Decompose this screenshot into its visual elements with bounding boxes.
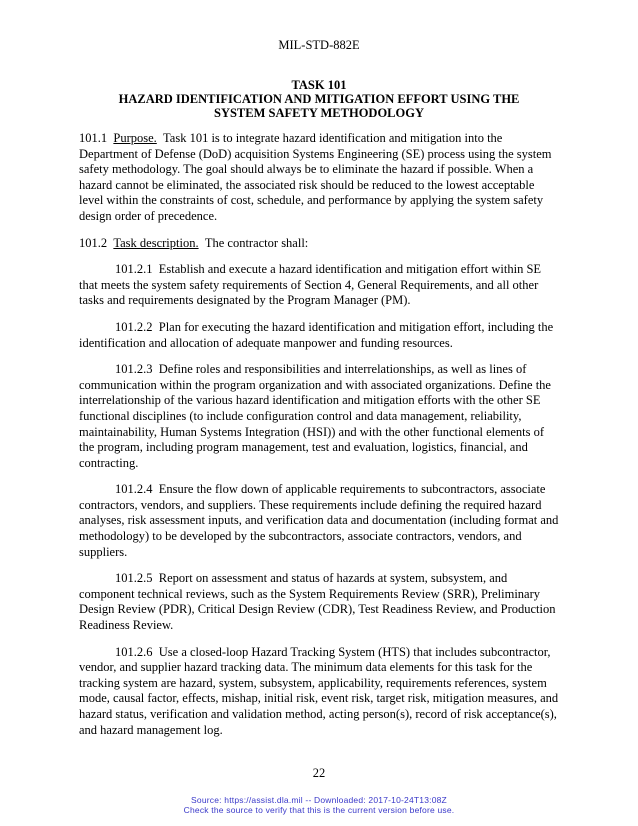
item-number: 101.2.6 <box>115 644 153 659</box>
item-101-2-1 <box>79 262 561 309</box>
item-text: Establish and execute a hazard identification and mitigation effort within SE that meets the system safety requirements of Section 4, General Requirements, and all other tasks and requirements designated by the Program Manager (PM). <box>79 262 542 308</box>
document-body <box>79 131 561 749</box>
item-101-2-3 <box>79 362 561 471</box>
item-text: Ensure the flow down of applicable requirements to subcontractors, associate contractors, vendors, and suppliers. These requirements include defining the required hazard analyses, risk assessment inputs, and verification data and documentation (including format and methodology) to be developed by the subcontractors, associate contractors, vendors, and suppliers. <box>79 482 559 559</box>
document-header: MIL-STD-882E <box>278 38 360 52</box>
item-101-2-4 <box>79 482 561 560</box>
section-heading: Task description. <box>113 235 199 250</box>
item-text: Use a closed-loop Hazard Tracking System (HTS) that includes subcontractor, vendor, and supplier hazard tracking data. The minimum data elements for this task for the tracking system are hazard, system, subsystem, applicability, requirements references, system mode, causal factor, effects, mishap, initial risk, event risk, target risk, mitigation measures, and hazard status, verification and validation method, acting person(s), record of risk acceptance(s), and hazard management log. <box>79 644 559 737</box>
section-101-1 <box>79 131 561 225</box>
item-text: Plan for executing the hazard identification and mitigation effort, including the identification and allocation of adequate manpower and funding resources. <box>79 319 554 350</box>
item-101-2-2 <box>79 320 561 351</box>
source-footer <box>0 795 638 815</box>
footer-verify-line: Check the source to verify that this is the current version before use. <box>183 805 455 815</box>
item-number: 101.2.2 <box>115 319 153 334</box>
item-number: 101.2.5 <box>115 571 153 586</box>
task-title <box>60 78 578 120</box>
item-101-2-6 <box>79 645 561 739</box>
task-title-line-2: HAZARD IDENTIFICATION AND MITIGATION EFFORT USING THE <box>118 92 520 106</box>
item-text: Define roles and responsibilities and interrelationships, as well as lines of communication within the program organization and with associated organizations. Define the interrelationship of the various hazard identification and mitigation efforts with the other SE functional disciplines (to include configuration control and data management, reliability, maintainability, Human Systems Integration (HSI)) and with the other functional elements of the program, including program management, test and evaluation, logistics, financial, and contracting. <box>79 362 551 470</box>
task-title-line-3: SYSTEM SAFETY METHODOLOGY <box>214 106 424 120</box>
section-101-2 <box>79 236 561 252</box>
section-text: Task 101 is to integrate hazard identification and mitigation into the Department of Defense (DoD) acquisition Systems Engineering (SE) process using the system safety methodology. The goal should always be to eliminate the hazard if possible. When a hazard cannot be eliminated, the associated risk should be reduced to the lowest acceptable level within the constraints of cost, schedule, and performance by applying the system safety design order of precedence. <box>79 131 552 223</box>
item-text: Report on assessment and status of hazards at system, subsystem, and component technical reviews, such as the System Requirements Review (SRR), Preliminary Design Review (PDR), Critical Design Review (CDR), Test Readiness Review, and Production Readiness Review. <box>79 571 556 633</box>
item-101-2-5 <box>79 571 561 633</box>
page-number: 22 <box>312 766 326 780</box>
section-text: The contractor shall: <box>204 235 309 250</box>
task-title-line-1: TASK 101 <box>291 78 347 92</box>
section-number: 101.1 <box>79 131 108 145</box>
item-number: 101.2.4 <box>115 482 153 497</box>
item-number: 101.2.3 <box>115 362 153 377</box>
item-number: 101.2.1 <box>115 262 153 277</box>
section-number: 101.2 <box>79 235 108 250</box>
section-heading: Purpose. <box>113 131 157 145</box>
footer-source-line: Source: https://assist.dla.mil -- Downloaded: 2017-10-24T13:08Z <box>191 795 447 805</box>
